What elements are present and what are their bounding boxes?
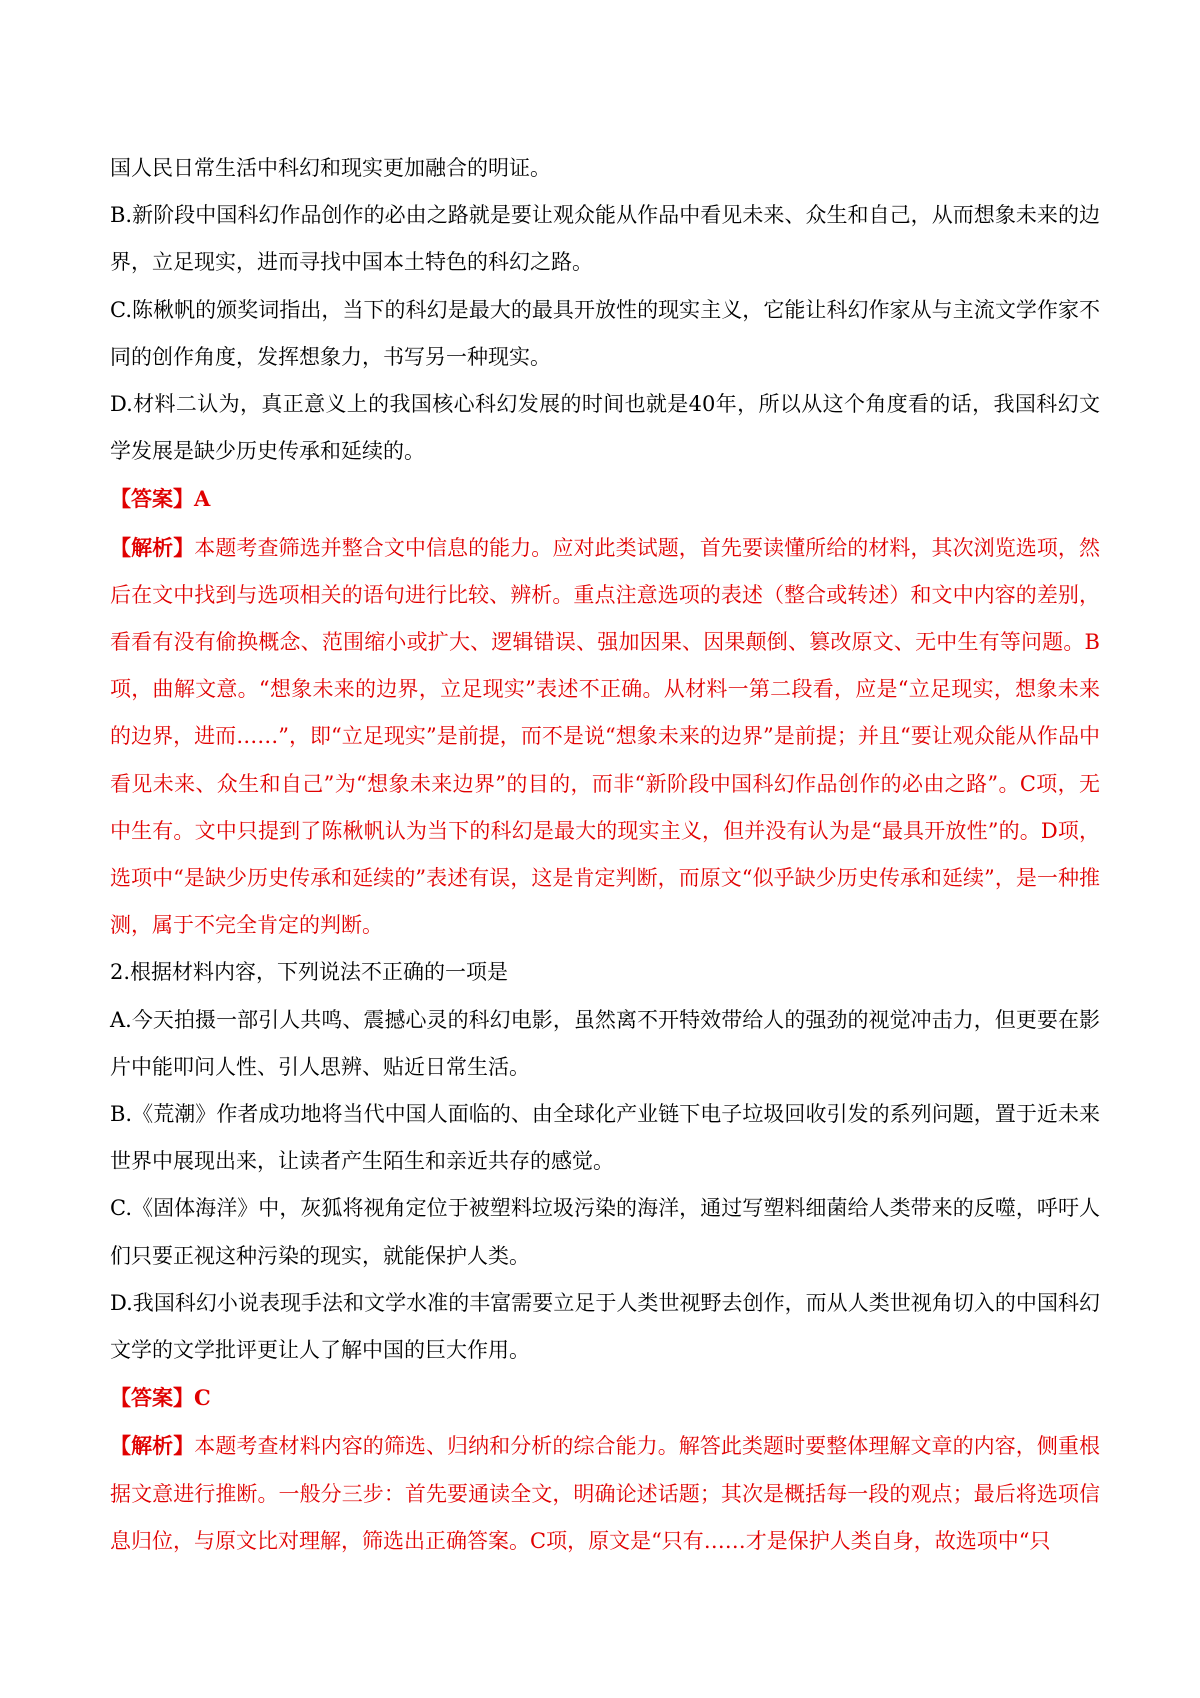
analysis-text: 本题考查材料内容的筛选、归纳和分析的综合能力。解答此类题时要整体理解文章的内容，侧重根据文意进行推断。一般分三步：首先要通读全文，明确论述话题；其次是概括每一段的观点；最后将选项信息归位，与原文比对理解，筛选出正确答案。C项，原文是“只有……才是保护人类自身，故选项中“只 [110, 1434, 1101, 1553]
answer-value: C [194, 1385, 211, 1411]
q1-option-d: D.材料二认为，真正意义上的我国核心科幻发展的时间也就是40年，所以从这个角度看的话，我国科幻文学发展是缺少历史传承和延续的。 [110, 392, 1100, 464]
q2-option-d: D.我国科幻小说表现手法和文学水准的丰富需要立足于人类世视野去创作，而从人类世视角切入的中国科幻文学的文学批评更让人了解中国的巨大作用。 [110, 1290, 1100, 1363]
q2-option-b: B.《荒潮》作者成功地将当代中国人面临的、由全球化产业链下电子垃圾回收引发的系列问题，置于近未来世界中展现出来，让读者产生陌生和亲近共存的感觉。 [110, 1102, 1100, 1174]
q1-analysis [110, 524, 1100, 950]
answer-value: A [194, 486, 211, 512]
q1-answer [110, 475, 1100, 523]
q1-option-b: B.新阶段中国科幻作品创作的必由之路就是要让观众能从作品中看见未来、众生和自己，从而想象未来的边界，立足现实，进而寻找中国本土特色的科幻之路。 [110, 203, 1100, 275]
analysis-tag: 【解析】 [110, 1433, 195, 1459]
analysis-tag: 【解析】 [110, 534, 195, 560]
q2-analysis [110, 1422, 1100, 1565]
analysis-text: 本题考查筛选并整合文中信息的能力。应对此类试题，首先要读懂所给的材料，其次浏览选项，然后在文中找到与选项相关的语句进行比较、辨析。重点注意选项的表述（整合或转述）和文中内容的差别，看看有没有偷换概念、范围缩小或扩大、逻辑错误、强加因果、因果颠倒、篡改原文、无中生有等问题。B项，曲解文意。“想象未来的边界，立足现实”表述不正确。从材料一第二段看，应是“立足现实，想象未来的边界，进而……”，即“立足现实”是前提，而不是说“想象未来的边界”是前提；并且“要让观众能从作品中看见未来、众生和自己”为“想象未来边界”的目的，而非“新阶段中国科幻作品创作的必由之路”。C项，无中生有。文中只提到了陈楸帆认为当下的科幻是最大的现实主义，但并没有认为是“最具开放性”的。D项，选项中“是缺少历史传承和延续的”表述有误，这是肯定判断，而原文“似乎缺少历史传承和延续”，是一种推测，属于不完全肯定的判断。 [110, 535, 1101, 938]
q2-option-c: C.《固体海洋》中，灰狐将视角定位于被塑料垃圾污染的海洋，通过写塑料细菌给人类带来的反噬，呼吁人们只要正视这种污染的现实，就能保护人类。 [110, 1196, 1100, 1268]
answer-tag: 【答案】 [110, 486, 194, 512]
q2-stem: 2.根据材料内容，下列说法不正确的一项是 [110, 960, 509, 985]
answer-tag: 【答案】 [110, 1385, 194, 1411]
document-page [110, 145, 1100, 1565]
q1-option-a-tail: 国人民日常生活中科幻和现实更加融合的明证。 [110, 156, 551, 180]
q2-option-a: A.今天拍摄一部引人共鸣、震撼心灵的科幻电影，虽然离不开特效带给人的强劲的视觉冲击力，但更要在影片中能叩问人性、引人思辨、贴近日常生活。 [110, 1007, 1100, 1079]
q1-option-c: C.陈楸帆的颁奖词指出，当下的科幻是最大的最具开放性的现实主义，它能让科幻作家从与主流文学作家不同的创作角度，发挥想象力，书写另一种现实。 [110, 297, 1100, 369]
q2-answer [110, 1374, 1100, 1422]
